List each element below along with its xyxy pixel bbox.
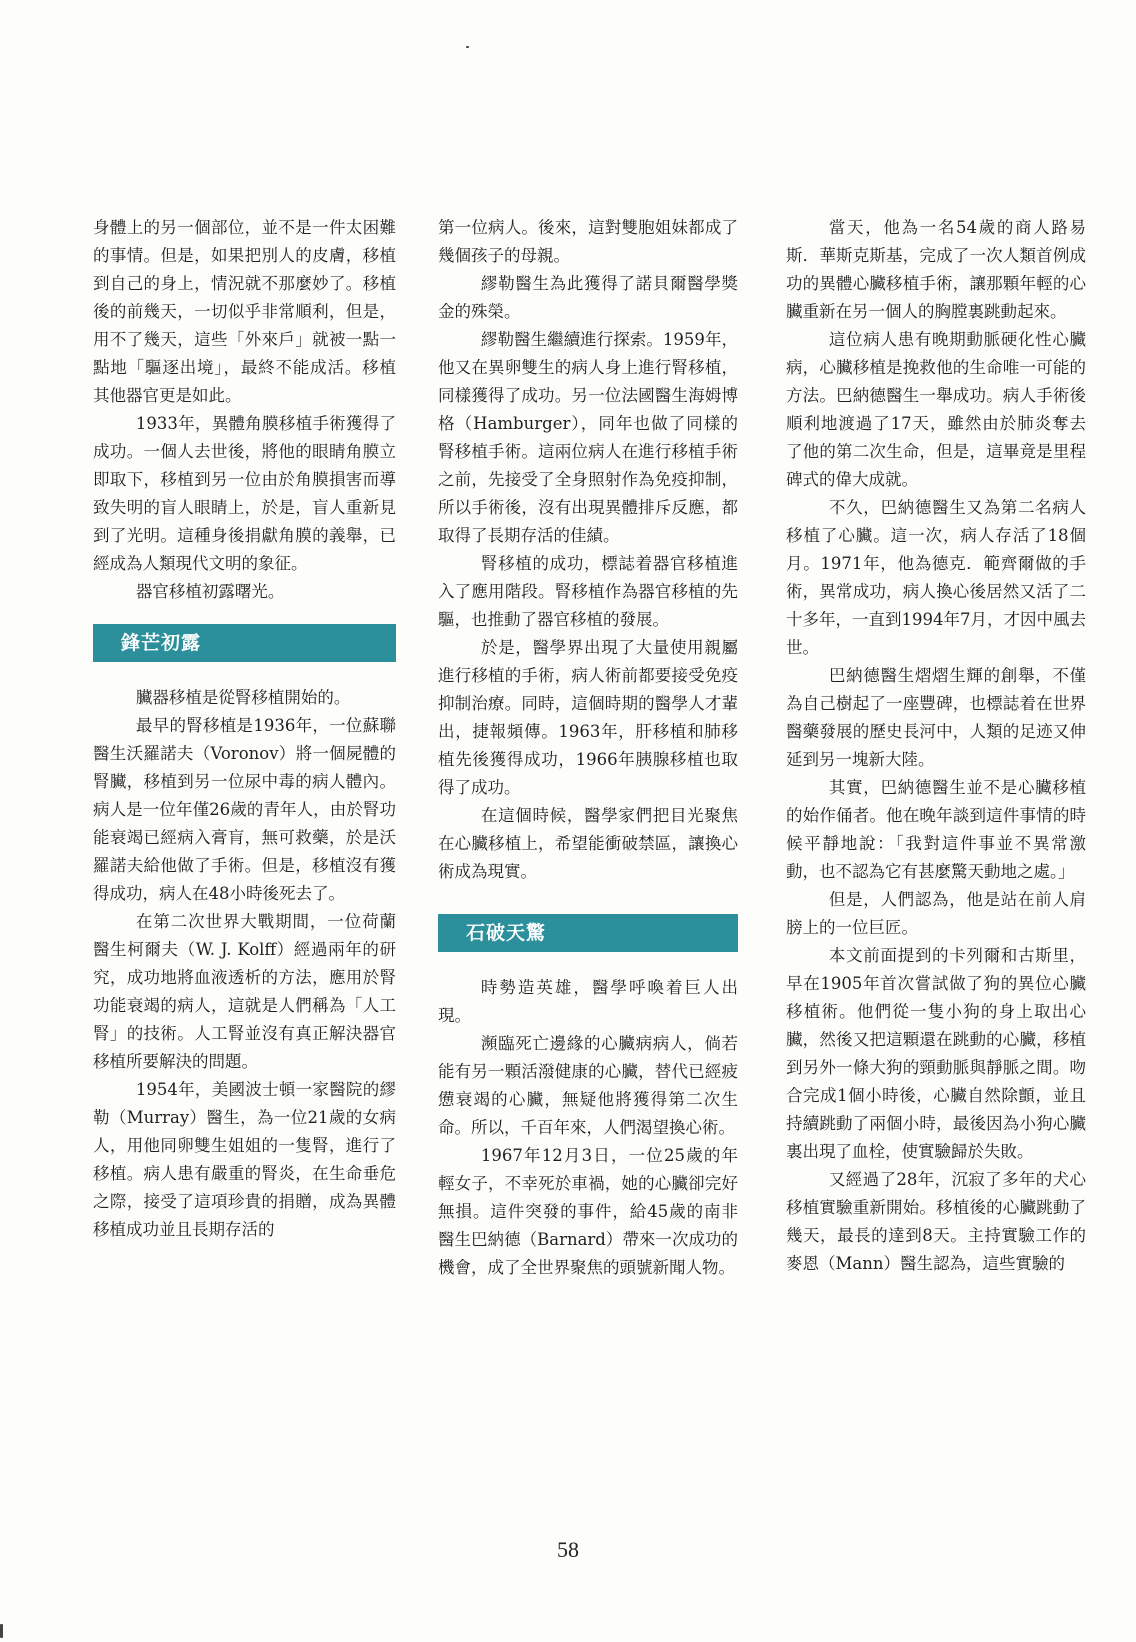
column-middle — [438, 214, 738, 1282]
scan-speck — [466, 46, 469, 48]
paragraph: 其實，巴納德醫生並不是心臟移植的始作俑者。他在晚年談到這件事情的時候平靜地說：「我對這件事並不異常激動，也不認為它有甚麼驚天動地之處。」 — [786, 778, 1086, 881]
paragraph: 但是，人們認為，他是站在前人肩膀上的一位巨匠。 — [786, 890, 1086, 937]
paragraph: 第一位病人。後來，這對雙胞姐妹都成了幾個孩子的母親。 — [438, 218, 738, 265]
paragraph: 於是，醫學界出現了大量使用親屬進行移植的手術，病人術前都要接受免疫抑制治療。同時，這個時期的醫學人才輩出，捷報頻傳。1963年，肝移植和肺移植先後獲得成功，1966年胰腺移植也取得了成功。 — [438, 638, 738, 797]
paragraph: 在這個時候，醫學家們把目光聚焦在心臟移植上，希望能衝破禁區，讓換心術成為現實。 — [438, 806, 738, 881]
page-number: 58 — [557, 1537, 579, 1562]
paragraph: 繆勒醫生繼續進行探索。1959年，他又在異卵雙生的病人身上進行腎移植，同樣獲得了成功。另一位法國醫生海姆博格（Hamburger），同年也做了同樣的腎移植手術。這兩位病人在進行移植手術之前，先接受了全身照射作為免疫抑制，所以手術後，沒有出現異體排斥反應，都取得了長期存活的佳績。 — [438, 330, 738, 545]
paragraph: 1933年，異體角膜移植手術獲得了成功。一個人去世後，將他的眼睛角膜立即取下，移植到另一位由於角膜損害而導致失明的盲人眼睛上，於是，盲人重新見到了光明。這種身後捐獻角膜的義舉，已經成為人類現代文明的象征。 — [93, 414, 396, 573]
column-left — [93, 214, 396, 1244]
paragraph: 這位病人患有晚期動脈硬化性心臟病，心臟移植是挽救他的生命唯一可能的方法。巴納德醫生一舉成功。病人手術後順利地渡過了17天，雖然由於肺炎奪去了他的第二次生命，但是，這畢竟是里程碑式的偉大成就。 — [786, 330, 1086, 489]
paragraph: 本文前面提到的卡列爾和古斯里，早在1905年首次嘗試做了狗的異位心臟移植術。他們從一隻小狗的身上取出心臟，然後又把這顆還在跳動的心臟，移植到另外一條大狗的頸動脈與靜脈之間。吻合完成1個小時後，心臟自然除顫，並且持續跳動了兩個小時，最後因為小狗心臟裏出現了血栓，使實驗歸於失敗。 — [786, 946, 1086, 1161]
paragraph: 最早的腎移植是1936年，一位蘇聯醫生沃羅諾夫（Voronov）將一個屍體的腎臟，移植到另一位尿中毒的病人體內。病人是一位年僅26歲的青年人，由於腎功能衰竭已經病入膏肓，無可救藥，於是沃羅諾夫給他做了手術。但是，移植沒有獲得成功，病人在48小時後死去了。 — [93, 716, 396, 903]
paragraph: 繆勒醫生為此獲得了諾貝爾醫學獎金的殊榮。 — [438, 274, 738, 321]
paragraph: 臟器移植是從腎移植開始的。 — [135, 688, 351, 707]
paragraph: 瀕臨死亡邊緣的心臟病病人，倘若能有另一顆活潑健康的心臟，替代已經疲憊衰竭的心臟，無疑他將獲得第二次生命。所以，千百年來，人們渴望換心術。 — [438, 1034, 738, 1137]
paragraph: 當天，他為一名54歲的商人路易斯．華斯克斯基，完成了一次人類首例成功的異體心臟移植手術，讓那顆年輕的心臟重新在另一個人的胸膛裏跳動起來。 — [786, 218, 1086, 321]
paragraph: 腎移植的成功，標誌着器官移植進入了應用階段。腎移植作為器官移植的先驅，也推動了器官移植的發展。 — [438, 554, 738, 629]
paragraph: 又經過了28年，沉寂了多年的犬心移植實驗重新開始。移植後的心臟跳動了幾天，最長的達到8天。主持實驗工作的麥恩（Mann）醫生認為，這些實驗的 — [786, 1170, 1086, 1273]
paragraph: 在第二次世界大戰期間，一位荷蘭醫生柯爾夫（W. J. Kolff）經過兩年的研究，成功地將血液透析的方法，應用於腎功能衰竭的病人，這就是人們稱為「人工腎」的技術。人工腎並沒有真正解決器官移植所要解決的問題。 — [93, 912, 396, 1071]
paragraph: 1967年12月3日，一位25歲的年輕女子，不幸死於車禍，她的心臟卻完好無損。這件突發的事件，給45歲的南非醫生巴納德（Barnard）帶來一次成功的機會，成了全世界聚焦的頭號新聞人物。 — [438, 1146, 738, 1277]
section-heading: 鋒芒初露 — [93, 624, 396, 662]
scan-speck — [0, 1624, 3, 1638]
paragraph: 身體上的另一個部位，並不是一件太困難的事情。但是，如果把別人的皮膚，移植到自己的身上，情況就不那麼妙了。移植後的前幾天，一切似乎非常順利，但是，用不了幾天，這些「外來戶」就被一點一點地「驅逐出境」，最終不能成活。移植其他器官更是如此。 — [93, 218, 396, 405]
paragraph: 不久，巴納德醫生又為第二名病人移植了心臟。這一次，病人存活了18個月。1971年，他為德克．範齊爾做的手術，異常成功，病人換心後居然又活了二十多年，一直到1994年7月，才因中風去世。 — [786, 498, 1086, 657]
column-right — [786, 214, 1086, 1278]
paragraph: 器官移植初露曙光。 — [135, 582, 285, 601]
section-heading: 石破天驚 — [438, 914, 738, 952]
paragraph: 時勢造英雄，醫學呼喚着巨人出現。 — [438, 978, 738, 1025]
paragraph: 巴納德醫生熠熠生輝的創舉，不僅為自己樹起了一座豐碑，也標誌着在世界醫藥發展的歷史長河中，人類的足迹又伸延到另一塊新大陸。 — [786, 666, 1086, 769]
paragraph: 1954年，美國波士頓一家醫院的繆勒（Murray）醫生，為一位21歲的女病人，用他同卵雙生姐姐的一隻腎，進行了移植。病人患有嚴重的腎炎，在生命垂危之際，接受了這項珍貴的捐贈，成為異體移植成功並且長期存活的 — [93, 1080, 396, 1239]
